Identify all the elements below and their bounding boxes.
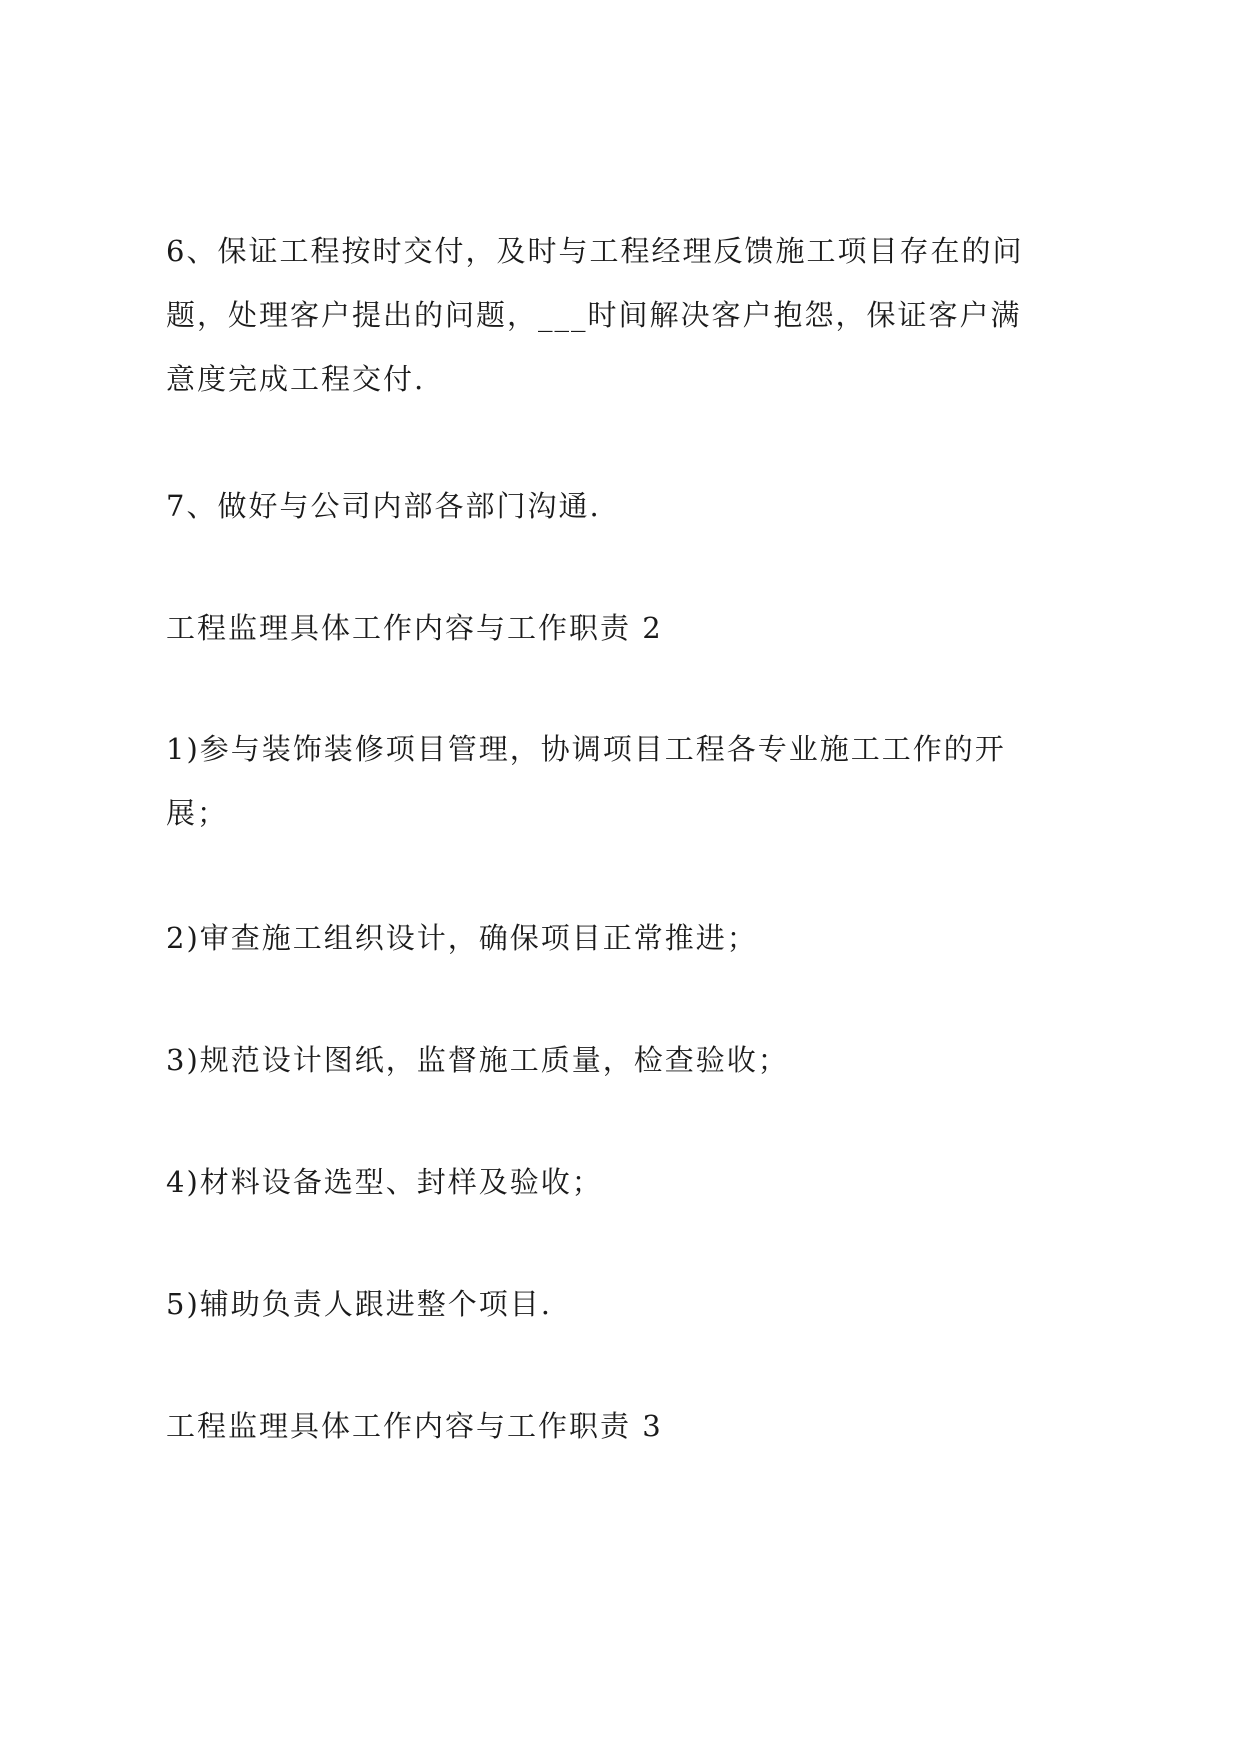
paragraph-item-6 [166, 219, 1086, 411]
text-line: 5)辅助负责人跟进整个项目. [166, 1287, 552, 1321]
text-line: 题，处理客户提出的问题，___时间解决客户抱怨，保证客户满 [166, 298, 1022, 332]
text-line: 1)参与装饰装修项目管理，协调项目工程各专业施工工作的开 [166, 732, 1006, 766]
text-line: 工程监理具体工作内容与工作职责 2 [166, 611, 663, 645]
text-line: 6、保证工程按时交付，及时与工程经理反馈施工项目存在的问 [166, 234, 1024, 268]
paragraph-item-7 [166, 474, 1086, 538]
list-item-5 [166, 1272, 1086, 1336]
text-line: 2)审查施工组织设计，确保项目正常推进； [166, 921, 758, 955]
section-heading-2 [166, 596, 1086, 660]
list-item-3 [166, 1028, 1086, 1092]
text-line: 3)规范设计图纸，监督施工质量，检查验收； [166, 1043, 789, 1077]
text-line: 7、做好与公司内部各部门沟通. [166, 489, 601, 523]
text-line: 展； [166, 796, 229, 830]
list-item-1 [166, 717, 1086, 845]
text-line: 意度完成工程交付. [166, 362, 426, 396]
text-line: 4)材料设备选型、封样及验收； [166, 1165, 603, 1199]
list-item-4 [166, 1150, 1086, 1214]
section-heading-3 [166, 1394, 1086, 1458]
text-line: 工程监理具体工作内容与工作职责 3 [166, 1409, 663, 1443]
list-item-2 [166, 906, 1086, 970]
